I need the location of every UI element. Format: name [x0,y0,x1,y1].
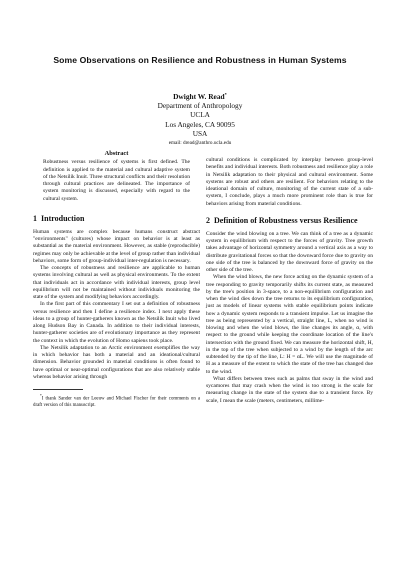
intro-paragraph-1: Human systems are complex because humans construct abstract "environments" (cultures) whose impact on behavior is at least as substantial as the material environment. However, as stable (reproducible) regimes may only be achievable at the level of group rather than individual behaviors, some form of group-individual inter-regulation is necessary. [33,228,200,264]
definition-paragraph-2: When the wind blows, the new force acting on the dynamic system of a tree responding to gravity temporarily shifts its current state, as measured by the tree's position in 3-space, to a non-equilibrium configuration and when the wind dies down the tree returns to its equilibrium configuration, just as models of linear systems with stable equilibrium points indicate how a dynamic system responds to a transient impulse. Let us imagine the tree as being represented by a vertical, straight line, L, when no wind is blowing and when the wind blows, the line changes its angle, α, with respect to the ground while keeping the coordinate location of the line's intersection with the ground fixed. We can measure the horizontal shift, H, in the top of the tree when subjected to a wind by the length of the arc subtended by the tip of the line, L: H = αL. We will use the magnitude of H as a measure of the extent to which the state of the tree has changed due to the wind. [206,274,373,375]
section-2-heading [206,216,373,226]
intro-paragraph-4: The Netsilik adaptation to an Arctic environment exemplifies the way in which behavior has both a material and an ideational/cultural dimension. Behavior grounded in material conditions is often found to have optimal or near-optimal configurations that are also relatively stable whereas behavior arising through [33,344,200,380]
footnote [33,393,200,409]
abstract-heading: Abstract [104,150,129,157]
intro-paragraph-3: In the first part of this commentary I set out a definition of robustness versus resilience and then I define a resilience index. I next apply these ideas to a group of hunter-gatherers known as the Netsilik Inuit who lived along Hudson Bay in Canada. In addition to their individual interests, hunter-gatherer societies are of evolutionary importance as they represent the context in which the evolution of Homo sapiens took place. [33,301,200,344]
section-1-title: Introduction [41,213,85,223]
definition-paragraph-3: What differs between trees such as palms that sway in the wind and sycamores that may crash when the wind is too strong is the scale for measuring change in the state of the system due to a transient force. By scale, I mean the scale (meters, centimeters, millime- [206,375,373,404]
definition-paragraph-1: Consider the wind blowing on a tree. We can think of a tree as a dynamic system in equilibrium with respect to the forces of gravity. Tree growth takes advantage of horizontal symmetry around a vertical axis as a way to distribute gravitational forces so that the downward force due to gravity on one side of the tree is balanced by the downward force of gravity on the other side of the tree. [206,230,373,273]
author-block [100,90,300,148]
intro-paragraph-2: The concepts of robustness and resilience are applicable to human systems involving cultural as well as physical environments. To the extent that individuals act in accordance with individual interests, group level equilibrium will not be maintained without individuals monitoring the state of the system and modifying behaviors accordingly. [33,265,200,300]
affiliation-department: Department of Anthropology [157,101,243,111]
paper-title: Some Observations on Resilience and Robustness in Human Systems [53,55,347,65]
right-column [206,157,373,405]
intro-continuation: cultural conditions is complicated by interplay between group-level benefits and individual interests. Both robustness and resilience play a role in Netsilik adaptation to their physical and cultural environment. Some systems are robust and others are resilient. For behaviors relating to the ideational domain of culture, monitoring of the current state of a sub-system, I conclude, plays a much more prominent role than is true for behaviors arising from material conditions. [206,157,373,207]
affiliation-country: USA [192,128,208,138]
section-2-title: Definition of Robustness versus Resilience [214,215,358,225]
section-2-number: 2 [206,215,210,225]
author-name [100,90,300,101]
footnote-text: I thank Sander van der Leeuw and Michael Fischer for their comments on a draft version of this manuscript. [33,396,200,409]
footnote-rule [33,389,83,390]
author-name-text: Dwight W. Read [173,92,225,101]
section-1-heading [33,214,200,224]
author-email: email: dread@anthro.ucla.edu [168,140,232,147]
left-column [33,150,200,409]
affiliation-city: Los Angeles, CA 90095 [165,119,235,129]
abstract-text: Robustness versus resilience of systems is first defined. The definition is applied to the material and cultural adaptive system of the Netsilik Inuit. Three structural conflicts and their resolution through cultural practices are delineated. The importance of system monitoring is discussed, especially with regard to the cultural system. [43,159,190,202]
footnote-mark: * [40,394,42,398]
affiliation-university: UCLA [190,110,210,120]
author-footnote-mark: * [224,92,227,97]
section-1-number: 1 [33,213,37,223]
